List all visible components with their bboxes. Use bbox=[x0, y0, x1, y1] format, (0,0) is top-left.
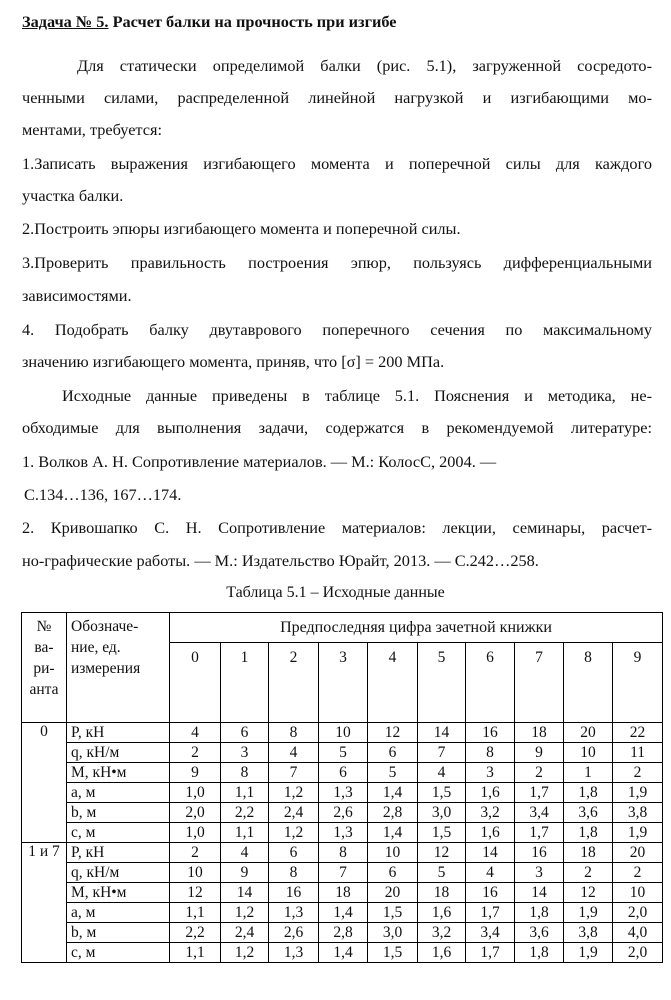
value-cell: 1,0 bbox=[170, 823, 221, 843]
value-cell: 4 bbox=[170, 723, 221, 743]
value-cell: 1,8 bbox=[564, 823, 613, 843]
value-cell: 18 bbox=[515, 723, 564, 743]
value-cell: 8 bbox=[319, 843, 368, 863]
value-cell: 4 bbox=[221, 843, 269, 863]
value-cell: 1,8 bbox=[515, 943, 564, 963]
digit-header: 4 bbox=[368, 643, 418, 723]
value-cell: 5 bbox=[418, 863, 466, 883]
reference-2-line-1: 2. Кривошапко С. Н. Сопротивление материалов: лекции, семинары, расчет- bbox=[22, 518, 652, 537]
item-3-line-1: 3.Проверить правильность построения эпюр, пользуясь дифференциальными bbox=[22, 253, 652, 272]
intro-line-3: ментами, требуется: bbox=[22, 120, 162, 139]
value-cell: 9 bbox=[515, 743, 564, 763]
digit-header: 1 bbox=[221, 643, 269, 723]
value-cell: 3,4 bbox=[515, 803, 564, 823]
parameter-label: a, м bbox=[67, 783, 170, 803]
value-cell: 12 bbox=[418, 843, 466, 863]
value-cell: 1,1 bbox=[221, 823, 269, 843]
value-cell: 1,3 bbox=[269, 943, 319, 963]
value-cell: 2,0 bbox=[613, 943, 663, 963]
value-cell: 3,6 bbox=[515, 923, 564, 943]
value-cell: 22 bbox=[613, 723, 663, 743]
parameter-label: b, м bbox=[67, 923, 170, 943]
value-cell: 4 bbox=[269, 743, 319, 763]
table-row bbox=[22, 743, 663, 763]
value-cell: 10 bbox=[319, 723, 368, 743]
digit-header: 8 bbox=[564, 643, 613, 723]
value-cell: 1,8 bbox=[515, 903, 564, 923]
value-cell: 2,8 bbox=[319, 923, 368, 943]
value-cell: 1,7 bbox=[515, 823, 564, 843]
value-cell: 7 bbox=[269, 763, 319, 783]
value-cell: 1,1 bbox=[221, 783, 269, 803]
value-cell: 14 bbox=[221, 883, 269, 903]
value-cell: 4 bbox=[466, 863, 515, 883]
value-cell: 1,7 bbox=[466, 943, 515, 963]
designation-header-line: измерения bbox=[71, 660, 141, 677]
item-1-line-1: 1.Записать выражения изгибающего момента и поперечной силы для каждого bbox=[22, 154, 652, 173]
value-cell: 20 bbox=[368, 883, 418, 903]
value-cell: 1,7 bbox=[466, 903, 515, 923]
digit-group-header: Предпоследняя цифра зачетной книжки bbox=[170, 613, 663, 643]
source-line-1: Исходные данные приведены в таблице 5.1. Пояснения и методика, не- bbox=[62, 386, 652, 405]
value-cell: 16 bbox=[269, 883, 319, 903]
parameter-label: P, кН bbox=[67, 843, 170, 863]
variant-cell: 0 bbox=[22, 723, 67, 843]
value-cell: 3 bbox=[515, 863, 564, 883]
variant-header-line: ва- bbox=[34, 639, 54, 656]
value-cell: 1,3 bbox=[319, 783, 368, 803]
value-cell: 8 bbox=[269, 863, 319, 883]
value-cell: 6 bbox=[221, 723, 269, 743]
value-cell: 1,2 bbox=[221, 943, 269, 963]
parameter-label: M, кН•м bbox=[67, 883, 170, 903]
source-data-table bbox=[21, 612, 663, 963]
value-cell: 12 bbox=[368, 723, 418, 743]
designation-header-line: ние, ед. bbox=[71, 639, 121, 656]
value-cell: 2,2 bbox=[221, 803, 269, 823]
value-cell: 18 bbox=[564, 843, 613, 863]
value-cell: 1,5 bbox=[418, 823, 466, 843]
value-cell: 7 bbox=[319, 863, 368, 883]
value-cell: 10 bbox=[368, 843, 418, 863]
value-cell: 18 bbox=[418, 883, 466, 903]
value-cell: 7 bbox=[418, 743, 466, 763]
value-cell: 3,8 bbox=[613, 803, 663, 823]
item-1-line-2: участка балки. bbox=[22, 186, 124, 205]
value-cell: 2,0 bbox=[613, 903, 663, 923]
variant-cell: 1 и 7 bbox=[22, 843, 67, 963]
value-cell: 1,9 bbox=[613, 823, 663, 843]
digit-header: 2 bbox=[269, 643, 319, 723]
item-2: 2.Построить эпюры изгибающего момента и поперечной силы. bbox=[22, 219, 461, 238]
reference-1-line-2: С.134…136, 167…174. bbox=[24, 485, 182, 504]
table-row bbox=[22, 763, 663, 783]
table-body bbox=[22, 613, 663, 963]
table-row bbox=[22, 783, 663, 803]
table-header-row bbox=[22, 613, 663, 643]
value-cell: 1,5 bbox=[368, 943, 418, 963]
variant-header-line: анта bbox=[29, 681, 59, 698]
value-cell: 6 bbox=[269, 843, 319, 863]
value-cell: 1,2 bbox=[221, 903, 269, 923]
value-cell: 2,0 bbox=[170, 803, 221, 823]
digit-header: 0 bbox=[170, 643, 221, 723]
value-cell: 20 bbox=[564, 723, 613, 743]
intro-line-1: Для статически определимой балки (рис. 5.1), загруженной сосредото- bbox=[77, 56, 652, 75]
item-4-line-1: 4. Подобрать балку двутаврового поперечного сечения по максимальному bbox=[22, 320, 652, 339]
value-cell: 12 bbox=[170, 883, 221, 903]
task-name: Расчет балки на прочность при изгибе bbox=[108, 12, 397, 31]
digit-header: 5 bbox=[418, 643, 466, 723]
value-cell: 2,6 bbox=[269, 923, 319, 943]
value-cell: 1,6 bbox=[418, 903, 466, 923]
value-cell: 1,6 bbox=[466, 783, 515, 803]
value-cell: 6 bbox=[368, 863, 418, 883]
task-title bbox=[22, 12, 652, 32]
table-row bbox=[22, 943, 663, 963]
value-cell: 3 bbox=[221, 743, 269, 763]
value-cell: 3,4 bbox=[466, 923, 515, 943]
value-cell: 6 bbox=[319, 763, 368, 783]
value-cell: 1 bbox=[564, 763, 613, 783]
value-cell: 14 bbox=[466, 843, 515, 863]
value-cell: 8 bbox=[221, 763, 269, 783]
value-cell: 1,3 bbox=[269, 903, 319, 923]
parameter-label: q, кН/м bbox=[67, 863, 170, 883]
value-cell: 1,7 bbox=[515, 783, 564, 803]
value-cell: 1,0 bbox=[170, 783, 221, 803]
parameter-label: q, кН/м bbox=[67, 743, 170, 763]
value-cell: 5 bbox=[319, 743, 368, 763]
value-cell: 8 bbox=[466, 743, 515, 763]
value-cell: 9 bbox=[221, 863, 269, 883]
table-row bbox=[22, 903, 663, 923]
value-cell: 16 bbox=[466, 723, 515, 743]
value-cell: 5 bbox=[368, 763, 418, 783]
variant-header-line: ри- bbox=[33, 660, 55, 677]
item-3-line-2: зависимостями. bbox=[22, 286, 132, 305]
variant-header-line: № bbox=[36, 618, 52, 635]
value-cell: 1,2 bbox=[269, 783, 319, 803]
task-number: Задача № 5. bbox=[22, 12, 109, 31]
digit-header: 9 bbox=[613, 643, 663, 723]
value-cell: 12 bbox=[564, 883, 613, 903]
value-cell: 14 bbox=[515, 883, 564, 903]
table-row bbox=[22, 723, 663, 743]
digit-header: 6 bbox=[466, 643, 515, 723]
reference-1-line-1: 1. Волков А. Н. Сопротивление материалов. — М.: КолосС, 2004. — bbox=[22, 452, 497, 471]
value-cell: 1,1 bbox=[170, 943, 221, 963]
value-cell: 10 bbox=[170, 863, 221, 883]
value-cell: 1,6 bbox=[466, 823, 515, 843]
value-cell: 2 bbox=[515, 763, 564, 783]
value-cell: 16 bbox=[466, 883, 515, 903]
table-caption: Таблица 5.1 – Исходные данные bbox=[226, 584, 445, 601]
value-cell: 3,6 bbox=[564, 803, 613, 823]
value-cell: 9 bbox=[170, 763, 221, 783]
value-cell: 3 bbox=[466, 763, 515, 783]
value-cell: 20 bbox=[613, 843, 663, 863]
value-cell: 2,6 bbox=[319, 803, 368, 823]
parameter-label: M, кН•м bbox=[67, 763, 170, 783]
value-cell: 3,8 bbox=[564, 923, 613, 943]
value-cell: 3,0 bbox=[418, 803, 466, 823]
item-4-line-2: значению изгибающего момента, приняв, что [σ] = 200 МПа. bbox=[22, 352, 445, 371]
value-cell: 1,9 bbox=[564, 943, 613, 963]
value-cell: 2 bbox=[564, 863, 613, 883]
table-row bbox=[22, 883, 663, 903]
value-cell: 1,8 bbox=[564, 783, 613, 803]
variant-column-header bbox=[22, 613, 67, 723]
table-row bbox=[22, 803, 663, 823]
value-cell: 10 bbox=[613, 883, 663, 903]
digit-header: 7 bbox=[515, 643, 564, 723]
value-cell: 2,2 bbox=[170, 923, 221, 943]
value-cell: 1,4 bbox=[319, 943, 368, 963]
value-cell: 11 bbox=[613, 743, 663, 763]
value-cell: 2,4 bbox=[269, 803, 319, 823]
table-row bbox=[22, 923, 663, 943]
value-cell: 2,4 bbox=[221, 923, 269, 943]
parameter-label: a, м bbox=[67, 903, 170, 923]
source-line-2: обходимые для выполнения задачи, содержатся в рекомендуемой литературе: bbox=[22, 418, 652, 437]
table-row bbox=[22, 823, 663, 843]
designation-header-line: Обозначе- bbox=[71, 618, 139, 635]
value-cell: 2 bbox=[170, 743, 221, 763]
value-cell: 1,4 bbox=[368, 783, 418, 803]
parameter-label: P, кН bbox=[67, 723, 170, 743]
value-cell: 1,5 bbox=[368, 903, 418, 923]
value-cell: 14 bbox=[418, 723, 466, 743]
value-cell: 1,4 bbox=[368, 823, 418, 843]
parameter-label: c, м bbox=[67, 943, 170, 963]
value-cell: 2 bbox=[613, 863, 663, 883]
value-cell: 3,2 bbox=[418, 923, 466, 943]
value-cell: 1,9 bbox=[613, 783, 663, 803]
parameter-label: b, м bbox=[67, 803, 170, 823]
intro-line-2: ченными силами, распределенной линейной нагрузкой и изгибающими мо- bbox=[22, 88, 652, 107]
value-cell: 1,4 bbox=[319, 903, 368, 923]
value-cell: 10 bbox=[564, 743, 613, 763]
table-row bbox=[22, 843, 663, 863]
reference-2-line-2: но-графические работы. — М.: Издательство Юрайт, 2013. — С.242…258. bbox=[22, 551, 539, 570]
value-cell: 1,5 bbox=[418, 783, 466, 803]
table-row bbox=[22, 863, 663, 883]
value-cell: 1,2 bbox=[269, 823, 319, 843]
value-cell: 2 bbox=[613, 763, 663, 783]
parameter-label: c, м bbox=[67, 823, 170, 843]
value-cell: 4 bbox=[418, 763, 466, 783]
value-cell: 6 bbox=[368, 743, 418, 763]
designation-column-header bbox=[67, 613, 170, 723]
value-cell: 16 bbox=[515, 843, 564, 863]
value-cell: 4,0 bbox=[613, 923, 663, 943]
value-cell: 2,8 bbox=[368, 803, 418, 823]
value-cell: 3,0 bbox=[368, 923, 418, 943]
value-cell: 18 bbox=[319, 883, 368, 903]
value-cell: 1,1 bbox=[170, 903, 221, 923]
value-cell: 8 bbox=[269, 723, 319, 743]
value-cell: 1,9 bbox=[564, 903, 613, 923]
value-cell: 3,2 bbox=[466, 803, 515, 823]
value-cell: 2 bbox=[170, 843, 221, 863]
digit-header: 3 bbox=[319, 643, 368, 723]
value-cell: 1,6 bbox=[418, 943, 466, 963]
value-cell: 1,3 bbox=[319, 823, 368, 843]
